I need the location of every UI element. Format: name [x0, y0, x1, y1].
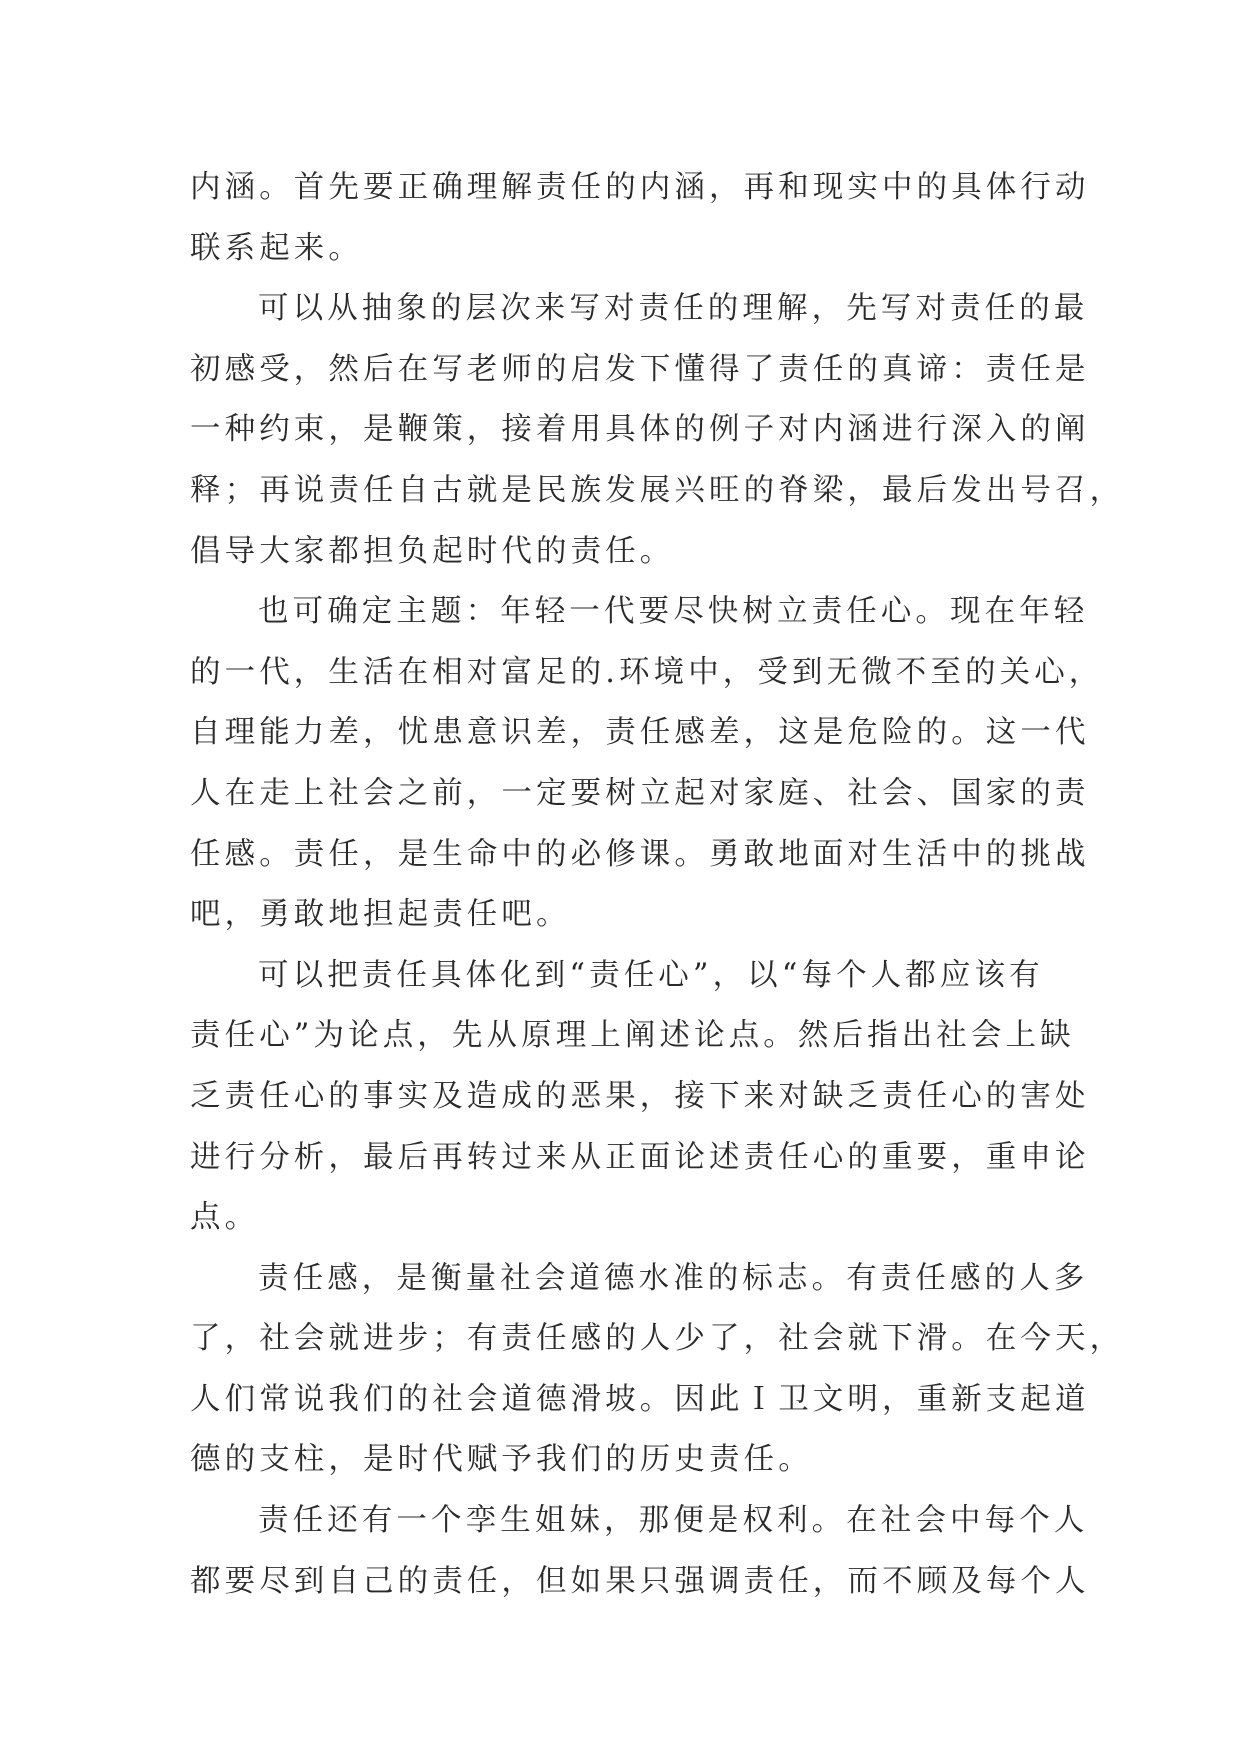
text-line: 一种约束，是鞭策，接着用具体的例子对内涵进行深入的阐 — [190, 412, 1090, 448]
text-line: 乏责任心的事实及造成的恶果，接下来对缺乏责任心的害处 — [190, 1078, 1090, 1114]
text-line: 人在走上社会之前，一定要树立起对家庭、社会、国家的责 — [190, 775, 1090, 811]
text-line: 进行分析，最后再转过来从正面论述责任心的重要，重申论 — [190, 1139, 1090, 1175]
paragraph-start-line: 责任还有一个孪生姐妹，那便是权利。在社会中每个人 — [258, 1503, 1089, 1539]
text-line: 联系起来。 — [190, 230, 363, 266]
text-line: 人们常说我们的社会道德滑坡。因此Ｉ卫文明，重新支起道 — [190, 1381, 1090, 1417]
text-line: 释；再说责任自古就是民族发展兴旺的脊梁，最后发出号召， — [190, 472, 1125, 508]
text-line: 自理能力差，忧患意识差，责任感差，这是危险的。这一代 — [190, 715, 1090, 751]
text-line: 初感受，然后在写老师的启发下懂得了责任的真谛：责任是 — [190, 351, 1090, 387]
paragraph-start-line: 责任感，是衡量社会道德水准的标志。有责任感的人多 — [258, 1260, 1089, 1296]
document-body — [190, 158, 1125, 1612]
text-line: 都要尽到自己的责任，但如果只强调责任，而不顾及每个人 — [190, 1563, 1090, 1599]
text-line: 的一代，生活在相对富足的.环境中，受到无微不至的关心， — [190, 654, 1104, 690]
text-line: 德的支柱，是时代赋予我们的历史责任。 — [190, 1442, 813, 1478]
text-line: 吧，勇敢地担起责任吧。 — [190, 897, 571, 933]
text-line: 内涵。首先要正确理解责任的内涵，再和现实中的具体行动 — [190, 170, 1090, 205]
paragraph-start-line: 也可确定主题：年轻一代要尽快树立责任心。现在年轻 — [258, 594, 1089, 630]
paragraph-start-line: 可以从抽象的层次来写对责任的理解，先写对责任的最 — [258, 291, 1089, 327]
paragraph-start-line: 可以把责任具体化到“责任心”，以“每个人都应该有 — [258, 957, 1044, 993]
text-line: 点。 — [190, 1200, 260, 1236]
text-line: 了，社会就进步；有责任感的人少了，社会就下滑。在今天， — [190, 1321, 1125, 1357]
text-line: 责任心”为论点，先从原理上阐述论点。然后指出社会上缺 — [190, 1018, 1075, 1054]
text-line: 任感。责任，是生命中的必修课。勇敢地面对生活中的挑战 — [190, 836, 1090, 872]
text-line: 倡导大家都担负起时代的责任。 — [190, 533, 675, 569]
